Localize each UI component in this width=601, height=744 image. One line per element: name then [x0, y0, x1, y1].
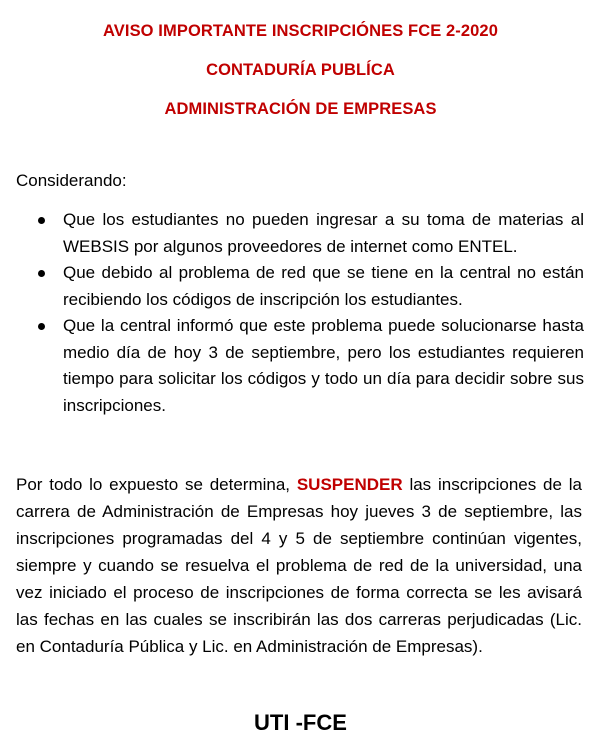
suspend-highlight: SUSPENDER	[296, 475, 403, 494]
conclusion-paragraph	[16, 471, 582, 660]
bullet-icon	[38, 323, 45, 330]
intro-text: Considerando:	[16, 171, 127, 190]
bullet-icon	[38, 217, 45, 224]
conclusion-text-after: las inscripciones de la carrera de Administración de Empresas hoy jueves 3 de septiembre, las inscripciones programadas del 4 y 5 de septiembre continúan vigentes, siempre y cuando se resuelva el problema de red de la universidad, una vez iniciado el proceso de inscripciones de forma correcta se les avisará las fechas en las cuales se inscribirán las dos carreras perjudicadas (Lic. en Contaduría Pública y Lic. en Administración de Empresas).	[16, 475, 582, 656]
list-item-text: Que debido al problema de red que se tiene en la central no están recibiendo los códigos de inscripción los estudiantes.	[63, 263, 584, 309]
considerations-list	[16, 207, 584, 419]
list-item	[16, 260, 584, 313]
bullet-icon	[38, 270, 45, 277]
notice-subtitle-contaduria: CONTADURÍA PUBLÍCA	[206, 61, 395, 79]
signature: UTI -FCE	[254, 710, 347, 735]
conclusion-text-before: Por todo lo expuesto se determina,	[16, 475, 291, 494]
notice-title: AVISO IMPORTANTE INSCRIPCIÓNES FCE 2-2020	[103, 22, 498, 40]
list-item	[16, 313, 584, 419]
list-item-text: Que la central informó que este problema puede solucionarse hasta medio día de hoy 3 de septiembre, pero los estudiantes requieren tiempo para solicitar los códigos y todo un día para decidir sobre sus inscripciones.	[63, 316, 584, 415]
notice-subtitle-administracion: ADMINISTRACIÓN DE EMPRESAS	[164, 100, 437, 118]
list-item	[16, 207, 584, 260]
list-item-text: Que los estudiantes no pueden ingresar a su toma de materias al WEBSIS por algunos proveedores de internet como ENTEL.	[63, 210, 584, 256]
